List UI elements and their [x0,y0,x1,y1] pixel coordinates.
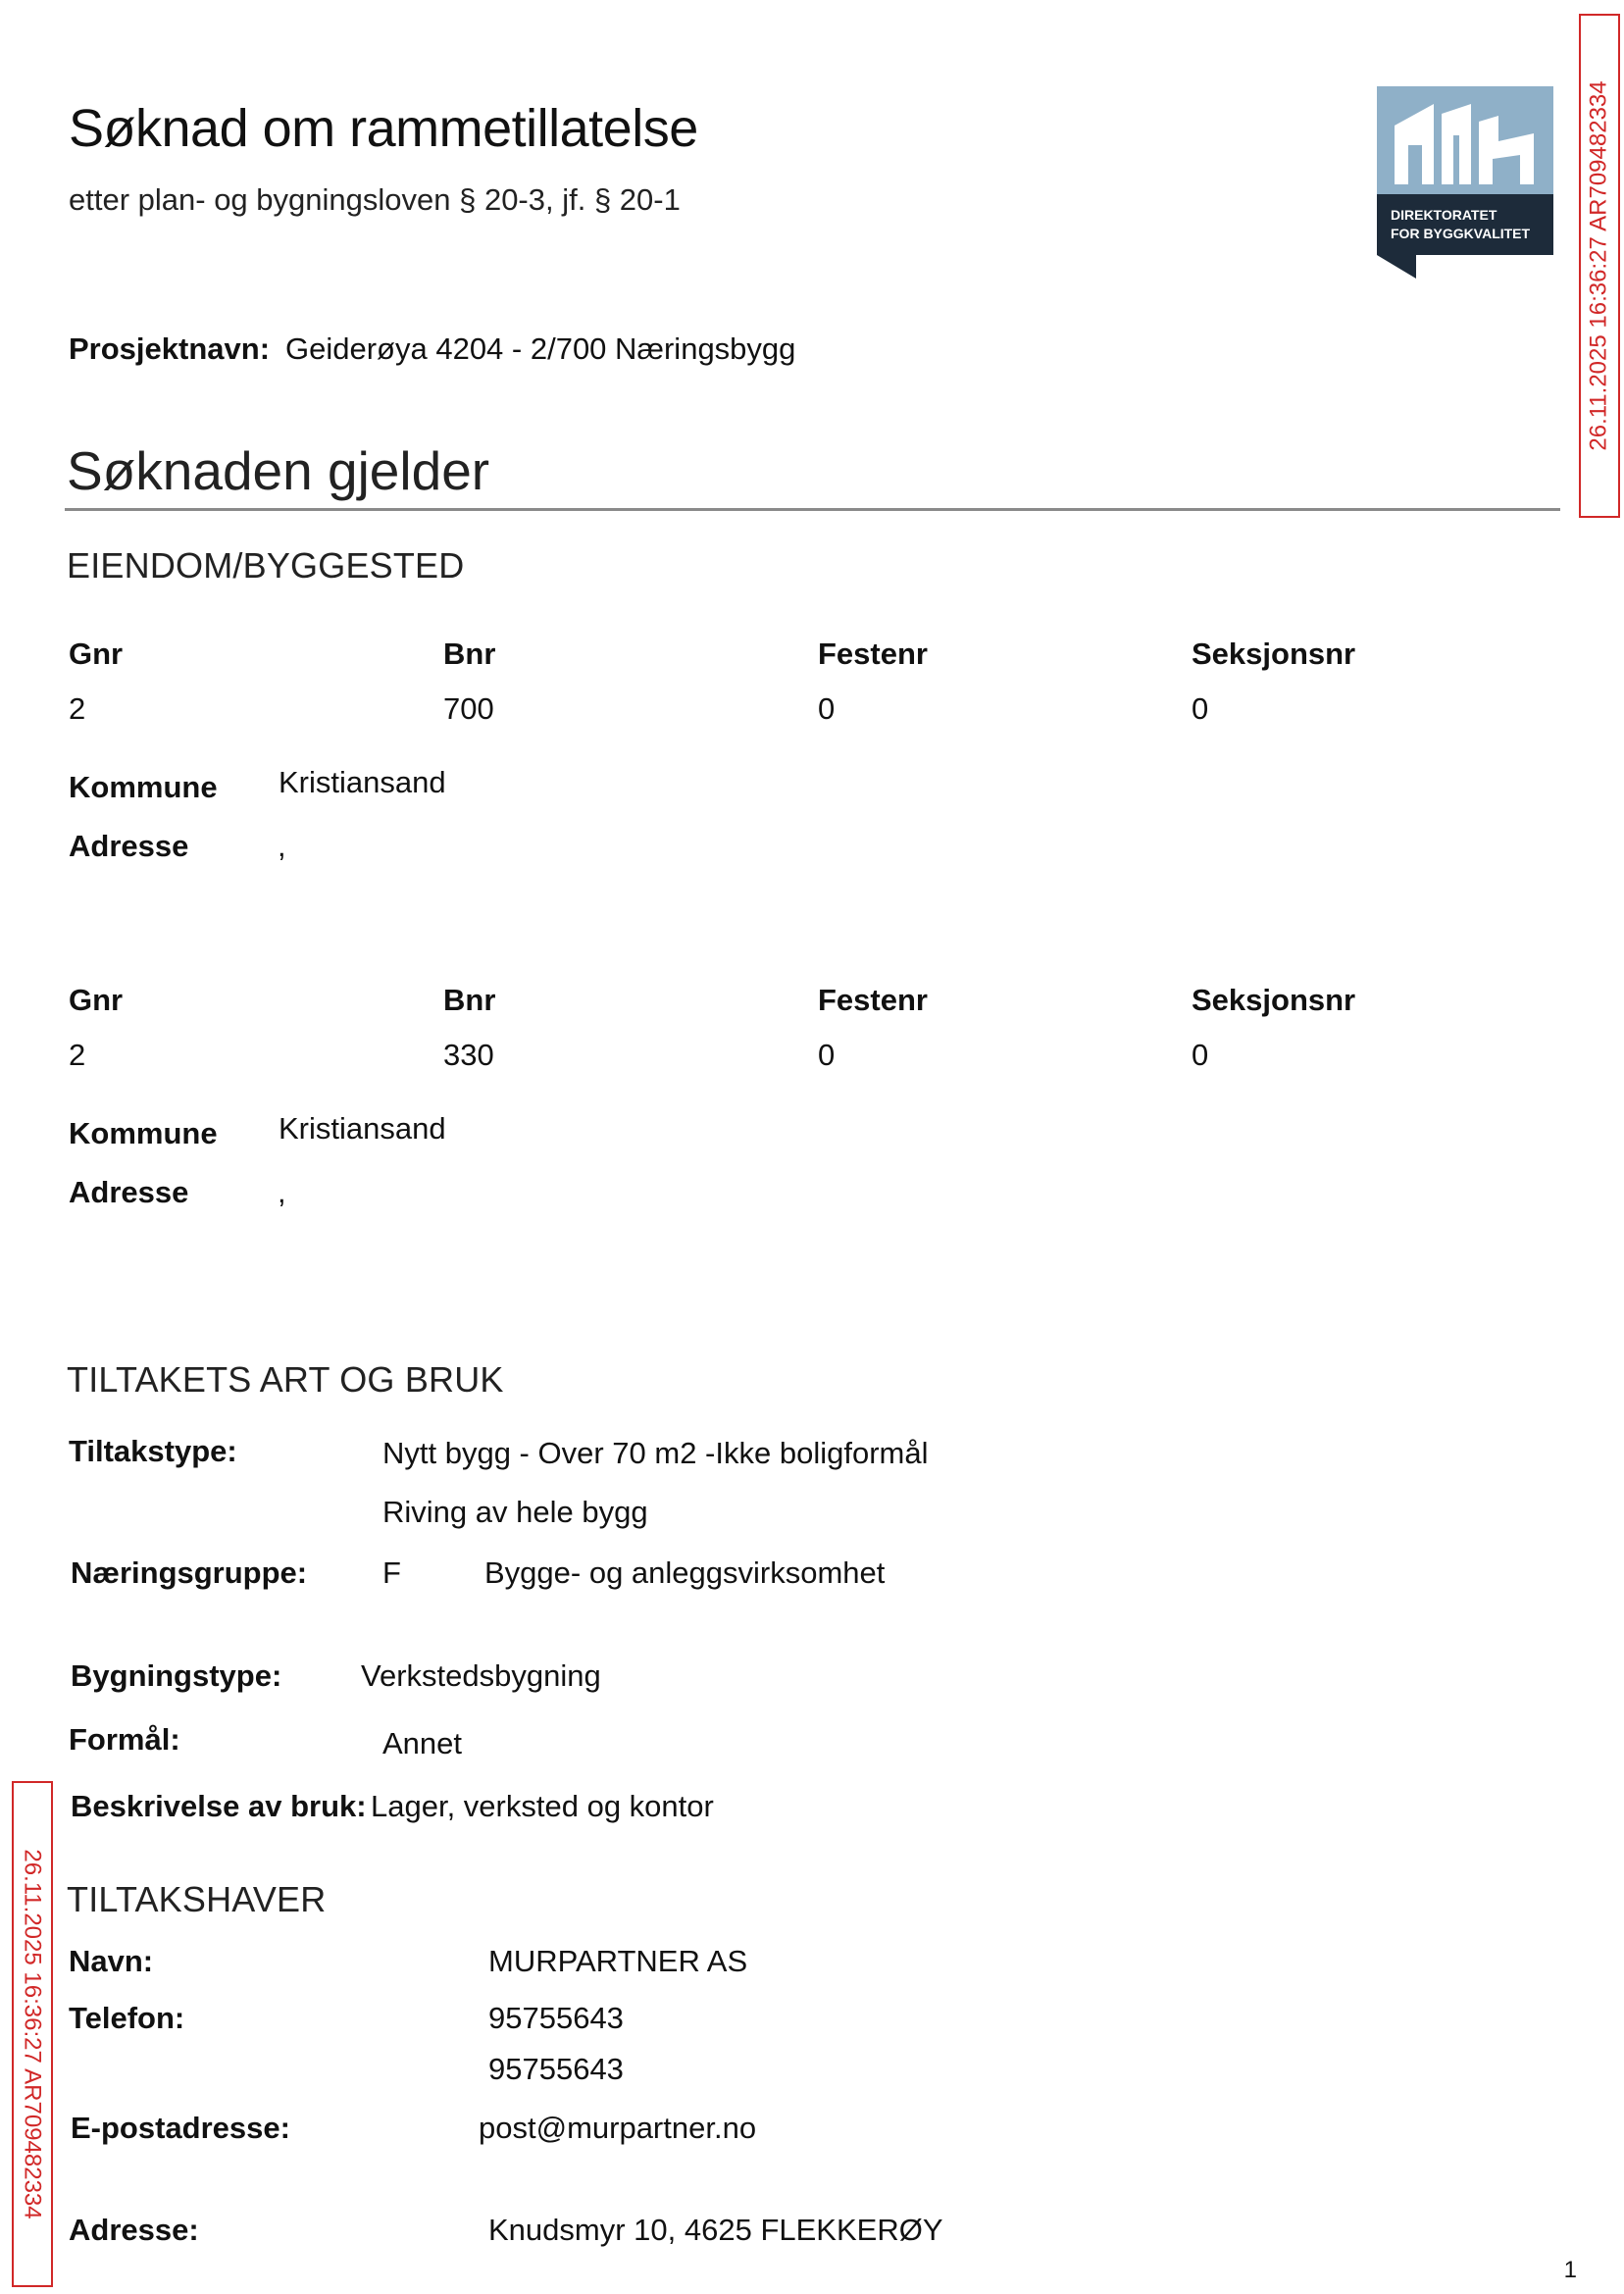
project-label: Prosjektnavn: [69,331,271,366]
tiltakstype-value: Riving av hele bygg [382,1495,648,1529]
document-title: Søknad om rammetillatelse [69,99,698,158]
property-section-heading: EIENDOM/BYGGESTED [67,545,465,586]
naeringsgruppe-code: F [382,1555,401,1590]
navn-value: MURPARTNER AS [488,1944,748,1978]
project-value: Geiderøya 4204 - 2/700 Næringsbygg [285,331,796,366]
gnr-label: Gnr [69,983,124,1017]
dibk-logo [1377,86,1553,279]
seksjonsnr-value: 0 [1192,691,1209,726]
festenr-value: 0 [818,1038,836,1072]
stamp-text: 26.11.2025 16:36:27 AR709482334 [1586,80,1612,451]
bnr-value: 700 [443,691,494,726]
page-number: 1 [1563,2257,1577,2283]
stamp-text: 26.11.2025 16:36:27 AR709482334 [20,1849,46,2219]
adresse-value: Knudsmyr 10, 4625 FLEKKERØY [488,2213,943,2247]
logo-line1: DIREKTORATET [1391,207,1497,223]
festenr-value: 0 [818,691,836,726]
navn-label: Navn: [69,1944,154,1978]
bnr-label: Bnr [443,637,496,671]
adresse-value: , [278,829,286,863]
logo-line2: FOR BYGGKVALITET [1391,226,1531,241]
main-heading: Søknaden gjelder [67,440,490,501]
beskrivelse-value: Lager, verksted og kontor [371,1789,714,1823]
tiltakstype-value: Nytt bygg - Over 70 m2 -Ikke boligformål [382,1436,929,1470]
seksjonsnr-label: Seksjonsnr [1192,637,1356,671]
gnr-value: 2 [69,1038,86,1072]
naeringsgruppe-label: Næringsgruppe: [71,1555,308,1590]
measure-section-heading: TILTAKETS ART OG BRUK [67,1359,504,1400]
tiltakstype-label: Tiltakstype: [69,1434,237,1468]
timestamp-stamp-side [12,1781,53,2287]
festenr-label: Festenr [818,983,928,1017]
adresse-label: Adresse: [69,2213,199,2247]
bygningstype-label: Bygningstype: [71,1658,282,1693]
formal-value: Annet [382,1726,463,1760]
naeringsgruppe-value: Bygge- og anleggsvirksomhet [484,1555,886,1590]
telefon-value: 95755643 [488,2052,624,2086]
gnr-value: 2 [69,691,86,726]
seksjonsnr-value: 0 [1192,1038,1209,1072]
epost-value: post@murpartner.no [479,2111,757,2145]
document-subtitle: etter plan- og bygningsloven § 20-3, jf. § 20-1 [69,182,681,217]
kommune-value: Kristiansand [279,1111,446,1146]
gnr-label: Gnr [69,637,124,671]
telefon-value: 95755643 [488,2001,624,2035]
timestamp-stamp-top [1579,14,1620,518]
adresse-value: , [278,1175,286,1209]
adresse-label: Adresse [69,829,189,863]
festenr-label: Festenr [818,637,928,671]
applicant-section-heading: TILTAKSHAVER [67,1879,327,1919]
bnr-label: Bnr [443,983,496,1017]
kommune-label: Kommune [69,1116,218,1150]
kommune-value: Kristiansand [279,765,446,799]
bnr-value: 330 [443,1038,494,1072]
formal-label: Formål: [69,1722,180,1757]
telefon-label: Telefon: [69,2001,185,2035]
beskrivelse-label: Beskrivelse av bruk: [71,1789,367,1823]
bygningstype-value: Verkstedsbygning [361,1658,601,1693]
adresse-label: Adresse [69,1175,189,1209]
kommune-label: Kommune [69,770,218,804]
heading-divider [65,508,1560,511]
epost-label: E-postadresse: [71,2111,290,2145]
seksjonsnr-label: Seksjonsnr [1192,983,1356,1017]
